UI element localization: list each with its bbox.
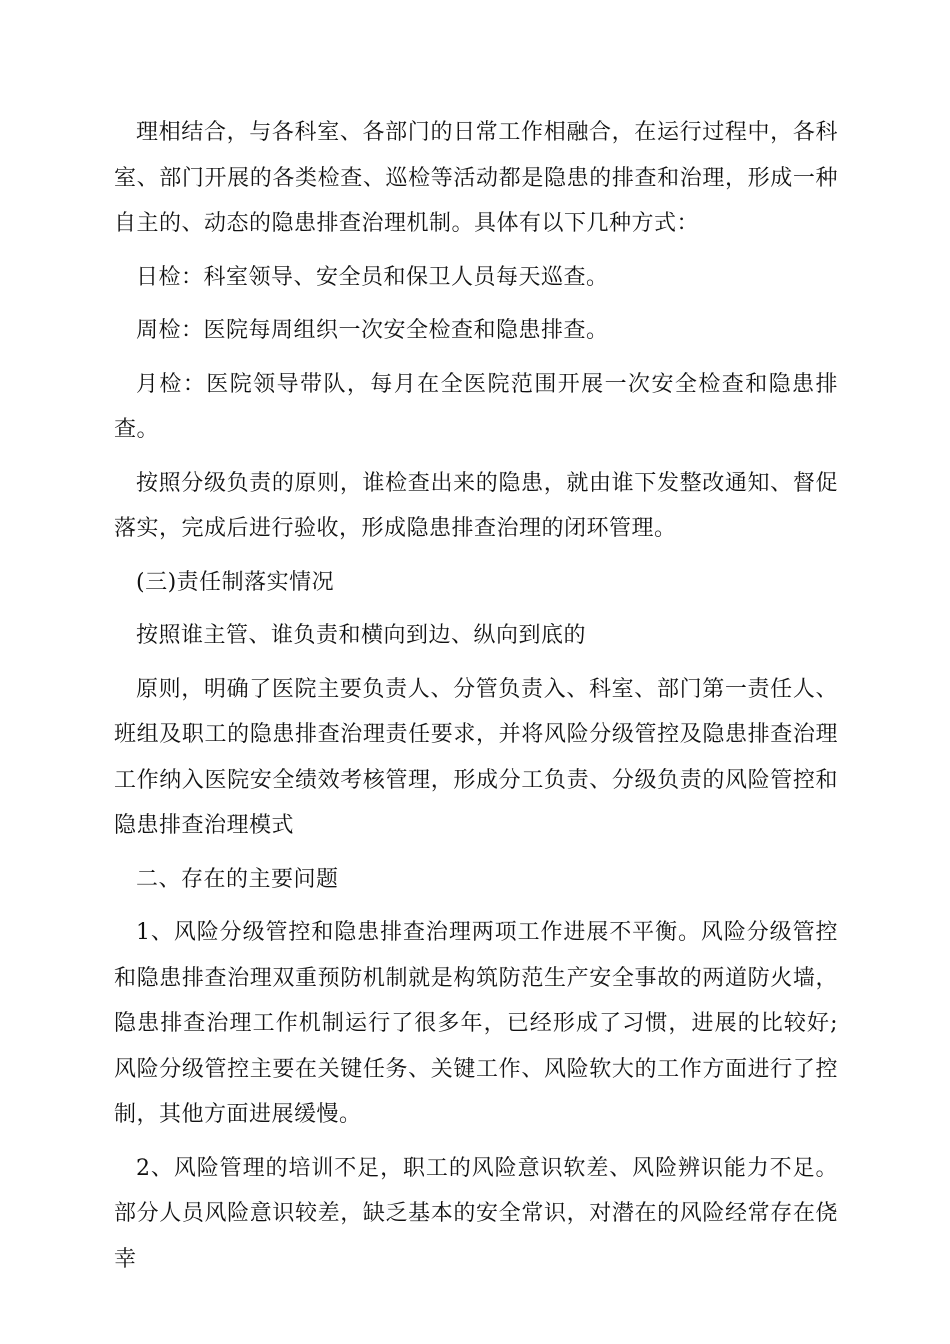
paragraph-principle-intro: 按照谁主管、谁负责和横向到边、纵向到底的 bbox=[136, 623, 587, 648]
paragraph-weekly-check: 周检：医院每周组织一次安全检查和隐患排查。 bbox=[136, 318, 609, 343]
paragraph-problem-1: 1、风险分级管控和隐患排查治理两项工作进展不平衡。风险分级管控和隐患排查治理双重预防机制就是构筑防范生产安全事故的两道防火墙，隐患排查治理工作机制运行了很多年，已经形成了习惯，进展的比较好;风险分级管控主要在关键任务、关键工作、风险软大的工作方面进行了控制，其他方面进展缓慢。 bbox=[114, 920, 838, 1127]
paragraph-1: 理相结合，与各科室、各部门的日常工作相融合，在运行过程中，各科室、部门开展的各类检查、巡检等活动都是隐患的排查和治理，形成一种自主的、动态的隐患排查治理机制。具体有以下几种方式： bbox=[114, 120, 838, 236]
paragraph-daily-check: 日检：科室领导、安全员和保卫人员每天巡查。 bbox=[136, 264, 609, 290]
paragraph-problem-2: 2、风险管理的培训不足，职工的风险意识软差、风险辨识能力不足。部分人员风险意识较差，缺乏基本的安全常识，对潜在的风险经常存在侥幸 bbox=[114, 1155, 838, 1272]
section-heading-main-problems: 二、存在的主要问题 bbox=[136, 866, 339, 892]
paragraph-graded-responsibility: 按照分级负责的原则，谁检查出来的隐患，就由谁下发整改通知、督促落实，完成后进行验收，形成隐患排查治理的闭环管理。 bbox=[114, 470, 838, 541]
paragraph-monthly-check: 月检：医院领导带队，每月在全医院范围开展一次安全检查和隐患排查。 bbox=[114, 371, 838, 442]
section-heading-responsibility: (三)责任制落实情况 bbox=[136, 569, 335, 595]
paragraph-principle-detail: 原则，明确了医院主要负责人、分管负责入、科室、部门第一责任人、班组及职工的隐患排查治理责任要求，并将风险分级管控及隐患排查治理工作纳入医院安全绩效考核管理，形成分工负责、分级负责的风险管控和隐患排查治理模式 bbox=[114, 676, 838, 838]
document-body bbox=[114, 110, 838, 1282]
